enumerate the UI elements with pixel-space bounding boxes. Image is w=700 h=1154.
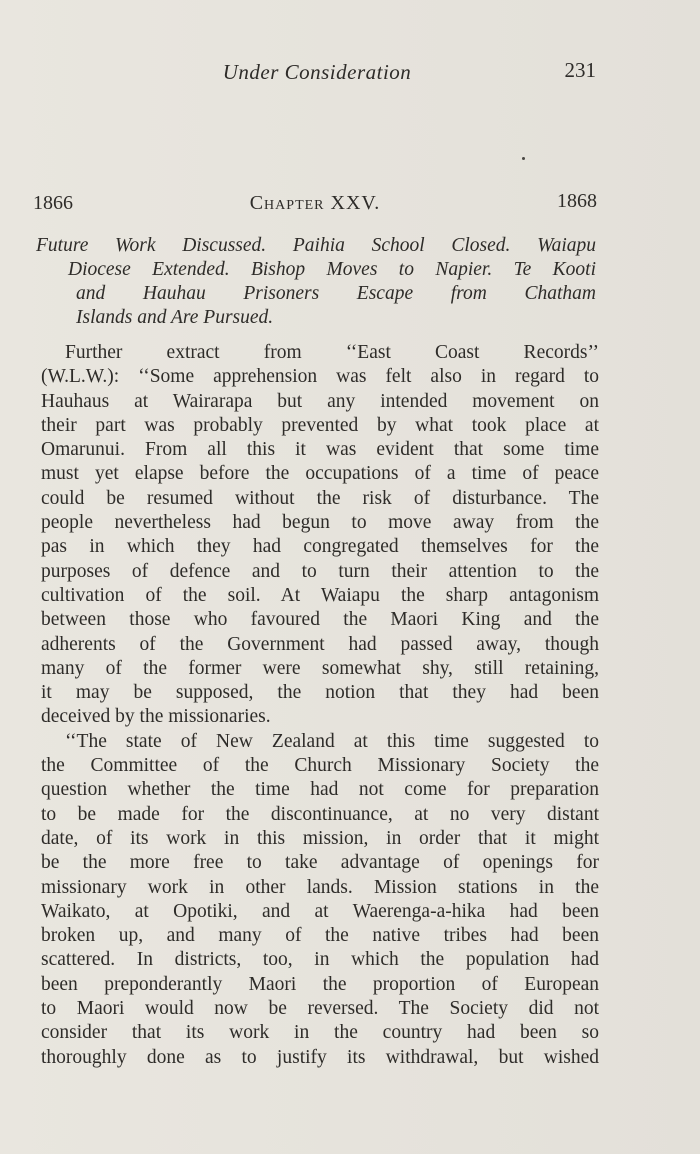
text-line: missionary work in other lands. Mission stations in the — [41, 876, 599, 898]
text-line: to be made for the discontinuance, at no very distant — [41, 803, 599, 825]
text-line: between those who favoured the Maori King and the — [41, 609, 599, 631]
text-line: question whether the time had not come for preparation — [41, 779, 599, 801]
text-line: the Committee of the Church Missionary Society the — [41, 755, 599, 777]
text-line: purposes of defence and to turn their attention to the — [41, 560, 599, 582]
text-line: broken up, and many of the native tribes had been — [41, 925, 599, 947]
print-speck — [522, 157, 525, 160]
text-line: ‘‘The state of New Zealand at this time suggested to — [65, 730, 599, 752]
text-line: be the more free to take advantage of openings for — [41, 852, 599, 874]
chapter-heading — [33, 190, 597, 220]
synopsis-line: and Hauhau Prisoners Escape from Chatham — [76, 283, 596, 304]
text-line: thoroughly done as to justify its withdrawal, but wished — [41, 1046, 599, 1068]
paragraph-2 — [41, 730, 599, 1070]
text-line: Hauhaus at Wairarapa but any intended movement on — [41, 390, 599, 412]
text-line: deceived by the missionaries. — [41, 706, 271, 728]
chapter-synopsis — [36, 234, 596, 330]
text-line: must yet elapse before the occupations of a time of peace — [41, 463, 599, 485]
synopsis-line: Diocese Extended. Bishop Moves to Napier. Te Kooti — [68, 259, 596, 280]
text-line: people nevertheless had begun to move away from the — [41, 512, 599, 534]
text-line: to Maori would now be reversed. The Society did not — [41, 998, 599, 1020]
text-line: date, of its work in this mission, in order that it might — [41, 827, 599, 849]
text-line: their part was probably prevented by what took place at — [41, 414, 599, 436]
page-number: 231 — [564, 58, 596, 82]
text-line: been preponderantly Maori the proportion of European — [41, 973, 599, 995]
running-head — [36, 58, 598, 88]
text-line: Omarunui. From all this it was evident that some time — [41, 439, 599, 461]
text-line: adherents of the Government had passed away, though — [41, 633, 599, 655]
body-text — [41, 341, 599, 1070]
text-line: Waikato, at Opotiki, and at Waerenga-a-hika had been — [41, 900, 599, 922]
synopsis-line: Future Work Discussed. Paihia School Closed. Waiapu — [36, 235, 596, 256]
text-line: it may be supposed, the notion that they had been — [41, 682, 599, 704]
text-line: could be resumed without the risk of disturbance. The — [41, 487, 599, 509]
text-line: scattered. In districts, too, in which the population had — [41, 949, 599, 971]
text-line: many of the former were somewhat shy, still retaining, — [41, 657, 599, 679]
chapter-end-year: 1868 — [557, 190, 597, 212]
chapter-title: Chapter XXV. — [249, 192, 381, 214]
text-line: pas in which they had congregated themselves for the — [41, 536, 599, 558]
text-line: Further extract from ‘‘East Coast Records’’ — [65, 342, 599, 363]
paragraph-1 — [41, 341, 599, 730]
running-title: Under Consideration — [222, 60, 412, 84]
chapter-start-year: 1866 — [33, 192, 73, 214]
synopsis-line: Islands and Are Pursued. — [76, 307, 274, 328]
text-line: (W.L.W.): ‘‘Some apprehension was felt also in regard to — [41, 366, 599, 388]
text-line: consider that its work in the country had been so — [41, 1022, 599, 1044]
text-line: cultivation of the soil. At Waiapu the sharp antagonism — [41, 584, 599, 606]
